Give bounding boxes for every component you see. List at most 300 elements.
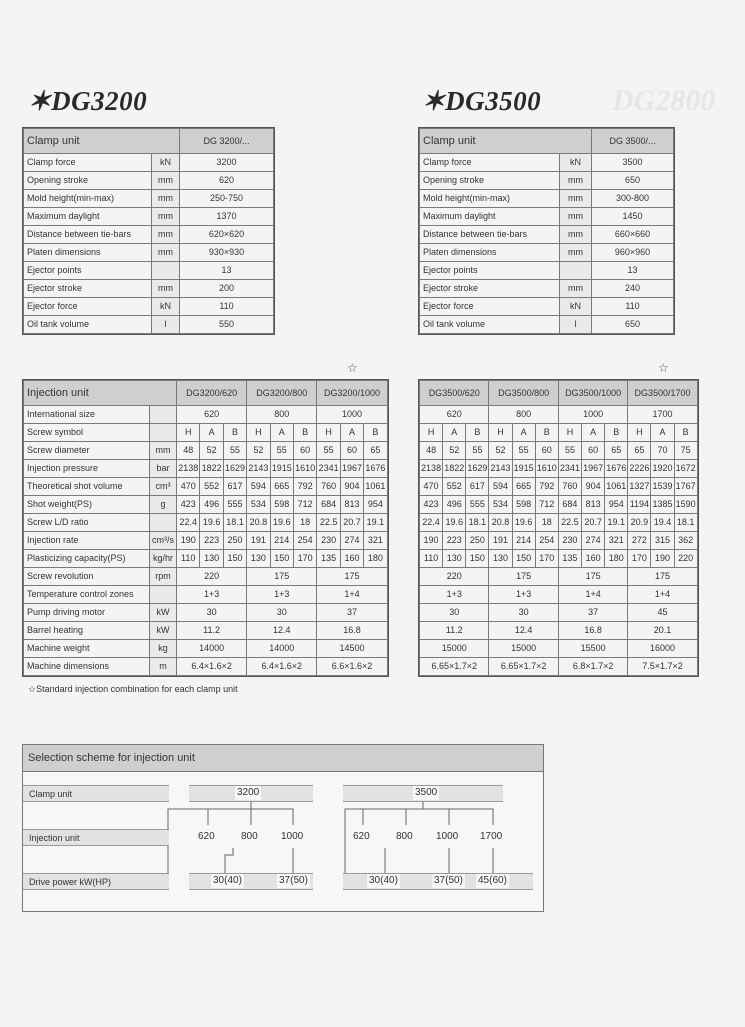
injection-row <box>420 424 698 442</box>
clamp-row-unit: mm <box>152 172 180 190</box>
injection-cell: 150 <box>512 550 535 568</box>
injection-cell: H <box>317 424 340 442</box>
clamp-row-unit: kN <box>560 154 592 172</box>
injection-cell: B <box>535 424 558 442</box>
scheme-label-drive-power: Drive power kW(HP) <box>23 873 169 890</box>
injection-cell: A <box>340 424 363 442</box>
clamp-row-label: Opening stroke <box>24 172 152 190</box>
injection-cell: 594 <box>247 478 270 496</box>
injection-cell: 19.6 <box>512 514 535 532</box>
injection-cell: 1610 <box>293 460 316 478</box>
injection-cell: 1539 <box>651 478 674 496</box>
injection-cell: 274 <box>340 532 363 550</box>
injection-row-label: Pump driving motor <box>24 604 150 622</box>
injection-cell: 11.2 <box>420 622 489 640</box>
injection-cell: 65 <box>605 442 628 460</box>
clamp-row-unit: mm <box>152 280 180 298</box>
injection-cell: 170 <box>535 550 558 568</box>
injection-cell: 2341 <box>317 460 340 478</box>
clamp-row-label: Oil tank volume <box>24 316 152 334</box>
clamp-unit-table-dg3500 <box>419 128 674 334</box>
clamp-row-label: Platen dimensions <box>24 244 152 262</box>
injection-row-label: Barrel heating <box>24 622 150 640</box>
injection-cell: 1967 <box>340 460 363 478</box>
injection-row <box>24 514 388 532</box>
injection-row <box>24 424 388 442</box>
clamp-row-label: Platen dimensions <box>420 244 560 262</box>
injection-row <box>420 586 698 604</box>
scheme-drive-3200-620-800: 30(40) <box>213 875 242 886</box>
injection-row <box>420 460 698 478</box>
injection-cell: 712 <box>293 496 316 514</box>
injection-cell: 175 <box>317 568 387 586</box>
injection-row <box>24 586 388 604</box>
clamp-row <box>24 262 274 280</box>
injection-model-header: DG3200/800 <box>247 381 317 406</box>
injection-cell: 230 <box>317 532 340 550</box>
injection-cell: 30 <box>177 604 247 622</box>
injection-row-label: Screw L/D ratio <box>24 514 150 532</box>
injection-cell: 617 <box>223 478 246 496</box>
injection-cell: 1676 <box>364 460 387 478</box>
injection-cell: 14000 <box>177 640 247 658</box>
clamp-row-label: Mold height(min-max) <box>420 190 560 208</box>
injection-row-label: Screw revolution <box>24 568 150 586</box>
injection-cell: 48 <box>420 442 443 460</box>
injection-cell: A <box>443 424 466 442</box>
scheme-clamp-3200: 3200 <box>237 787 260 798</box>
injection-cell: 18.1 <box>466 514 489 532</box>
clamp-row-unit: mm <box>560 172 592 190</box>
injection-cell: 665 <box>270 478 293 496</box>
scheme-injection-1700: 1700 <box>480 831 503 842</box>
injection-row-unit: rpm <box>150 568 177 586</box>
clamp-row-label: Distance between tie-bars <box>24 226 152 244</box>
clamp-row-unit <box>152 262 180 280</box>
injection-cell: 813 <box>582 496 605 514</box>
injection-model-header: DG3200/620 <box>177 381 247 406</box>
injection-cell: 813 <box>340 496 363 514</box>
injection-cell: 1700 <box>628 406 697 424</box>
injection-row-unit <box>150 406 177 424</box>
injection-cell: 7.5×1.7×2 <box>628 658 697 676</box>
injection-row-unit: g <box>150 496 177 514</box>
injection-cell: 2138 <box>420 460 443 478</box>
injection-model-header: DG3500/620 <box>420 381 489 406</box>
injection-cell: 6.65×1.7×2 <box>489 658 558 676</box>
scheme-label-clamp-unit: Clamp unit <box>23 785 169 802</box>
clamp-row <box>420 316 674 334</box>
injection-cell: 534 <box>247 496 270 514</box>
injection-cell: 135 <box>558 550 581 568</box>
clamp-row <box>420 190 674 208</box>
injection-cell: 760 <box>317 478 340 496</box>
injection-cell: 160 <box>582 550 605 568</box>
injection-cell: 321 <box>364 532 387 550</box>
injection-cell: H <box>247 424 270 442</box>
injection-unit-table-dg3200 <box>23 380 388 676</box>
clamp-unit-header: Clamp unit <box>24 129 180 154</box>
injection-cell: 19.1 <box>364 514 387 532</box>
standard-combination-note: ☆Standard injection combination for each clamp unit <box>28 684 238 694</box>
injection-cell: 135 <box>317 550 340 568</box>
injection-cell: 180 <box>605 550 628 568</box>
injection-cell: 254 <box>293 532 316 550</box>
clamp-row <box>420 244 674 262</box>
injection-cell: 160 <box>340 550 363 568</box>
clamp-row-value: 110 <box>592 298 674 316</box>
injection-cell: 1+3 <box>177 586 247 604</box>
injection-cell: 423 <box>177 496 200 514</box>
clamp-row-label: Ejector points <box>24 262 152 280</box>
injection-unit-header: Injection unit <box>24 381 177 406</box>
clamp-row-label: Opening stroke <box>420 172 560 190</box>
injection-cell: 594 <box>489 478 512 496</box>
injection-row <box>420 640 698 658</box>
injection-cell: 55 <box>512 442 535 460</box>
injection-cell: 904 <box>340 478 363 496</box>
clamp-row-unit <box>560 262 592 280</box>
injection-cell: 620 <box>420 406 489 424</box>
injection-row <box>24 478 388 496</box>
injection-cell: 1194 <box>628 496 651 514</box>
clamp-row <box>420 262 674 280</box>
injection-row-unit: m <box>150 658 177 676</box>
clamp-row-value: 650 <box>592 316 674 334</box>
injection-cell: 800 <box>247 406 317 424</box>
injection-row-label: Injection pressure <box>24 460 150 478</box>
injection-row-label: Machine dimensions <box>24 658 150 676</box>
injection-cell: 214 <box>270 532 293 550</box>
injection-cell: 60 <box>582 442 605 460</box>
injection-cell: 1915 <box>512 460 535 478</box>
injection-cell: 14500 <box>317 640 387 658</box>
injection-cell: 1+3 <box>247 586 317 604</box>
injection-cell: 130 <box>489 550 512 568</box>
injection-cell: 18 <box>535 514 558 532</box>
injection-cell: 150 <box>270 550 293 568</box>
clamp-row-unit: kN <box>560 298 592 316</box>
injection-cell: 552 <box>443 478 466 496</box>
clamp-row-value: 620 <box>180 172 274 190</box>
injection-cell: 175 <box>628 568 697 586</box>
injection-cell: 175 <box>558 568 627 586</box>
injection-cell: 48 <box>177 442 200 460</box>
watermark: DG2800 <box>612 84 716 117</box>
injection-cell: A <box>200 424 223 442</box>
clamp-row-value: 1370 <box>180 208 274 226</box>
injection-cell: 1327 <box>628 478 651 496</box>
injection-row <box>420 622 698 640</box>
injection-row <box>24 568 388 586</box>
injection-cell: 954 <box>364 496 387 514</box>
clamp-row-label: Maximum daylight <box>24 208 152 226</box>
injection-cell: 423 <box>420 496 443 514</box>
injection-cell: 1000 <box>317 406 387 424</box>
injection-row <box>420 658 698 676</box>
clamp-row-unit: mm <box>152 190 180 208</box>
injection-cell: A <box>651 424 674 442</box>
injection-cell: B <box>293 424 316 442</box>
injection-model-header: DG3500/1000 <box>558 381 627 406</box>
clamp-row-unit: mm <box>152 208 180 226</box>
injection-cell: B <box>466 424 489 442</box>
injection-model-header: DG3500/800 <box>489 381 558 406</box>
clamp-row-label: Ejector force <box>420 298 560 316</box>
injection-row-unit <box>150 424 177 442</box>
clamp-row-value: 550 <box>180 316 274 334</box>
injection-cell: 230 <box>558 532 581 550</box>
injection-row-unit: kW <box>150 622 177 640</box>
injection-cell: 1+3 <box>489 586 558 604</box>
clamp-unit-header: Clamp unit <box>420 129 592 154</box>
injection-cell: 65 <box>628 442 651 460</box>
injection-row-unit: bar <box>150 460 177 478</box>
scheme-injection-1000: 1000 <box>436 831 459 842</box>
injection-cell: 1629 <box>223 460 246 478</box>
injection-cell: 130 <box>247 550 270 568</box>
injection-cell: 552 <box>200 478 223 496</box>
injection-cell: 250 <box>223 532 246 550</box>
clamp-row-value: 1450 <box>592 208 674 226</box>
injection-cell: 1+4 <box>628 586 697 604</box>
injection-cell: 18 <box>293 514 316 532</box>
injection-cell: 220 <box>420 568 489 586</box>
clamp-model-header: DG 3500/... <box>592 129 674 154</box>
injection-cell: 45 <box>628 604 697 622</box>
clamp-row-value: 620×620 <box>180 226 274 244</box>
injection-cell: 175 <box>489 568 558 586</box>
injection-cell: 52 <box>489 442 512 460</box>
injection-cell: 1822 <box>443 460 466 478</box>
injection-cell: B <box>605 424 628 442</box>
injection-row-unit: kW <box>150 604 177 622</box>
clamp-row-unit: mm <box>560 226 592 244</box>
injection-row <box>24 658 388 676</box>
injection-unit-table-dg3500 <box>419 380 698 676</box>
injection-cell: 1385 <box>651 496 674 514</box>
injection-cell: 1967 <box>582 460 605 478</box>
injection-cell: 274 <box>582 532 605 550</box>
injection-cell: 617 <box>466 478 489 496</box>
injection-row-label: Screw diameter <box>24 442 150 460</box>
scheme-label-injection-unit: Injection unit <box>23 829 169 846</box>
injection-cell: 22.4 <box>420 514 443 532</box>
injection-cell: 223 <box>200 532 223 550</box>
scheme-injection-1000: 1000 <box>281 831 304 842</box>
injection-cell: 130 <box>443 550 466 568</box>
injection-cell: B <box>223 424 246 442</box>
injection-cell: 52 <box>443 442 466 460</box>
injection-cell: 555 <box>466 496 489 514</box>
clamp-row <box>24 208 274 226</box>
model-title-dg3500: ✶DG3500 <box>422 86 542 116</box>
injection-cell: 60 <box>535 442 558 460</box>
injection-cell: 254 <box>535 532 558 550</box>
clamp-row <box>420 226 674 244</box>
injection-cell: 1+4 <box>558 586 627 604</box>
injection-cell: 1629 <box>466 460 489 478</box>
model-title-dg3200: ✶DG3200 <box>28 86 148 116</box>
injection-row <box>420 514 698 532</box>
injection-cell: 15500 <box>558 640 627 658</box>
injection-cell: 954 <box>605 496 628 514</box>
clamp-row-label: Ejector stroke <box>24 280 152 298</box>
injection-cell: 60 <box>293 442 316 460</box>
clamp-row-value: 300-800 <box>592 190 674 208</box>
injection-row-unit: kg/hr <box>150 550 177 568</box>
clamp-row-unit: l <box>152 316 180 334</box>
injection-row <box>24 532 388 550</box>
injection-cell: 30 <box>247 604 317 622</box>
injection-cell: A <box>582 424 605 442</box>
clamp-row-label: Ejector stroke <box>420 280 560 298</box>
injection-row <box>24 460 388 478</box>
injection-cell: 555 <box>223 496 246 514</box>
injection-row <box>24 496 388 514</box>
injection-cell: 19.4 <box>651 514 674 532</box>
injection-cell: 12.4 <box>247 622 317 640</box>
clamp-row-unit: mm <box>560 190 592 208</box>
injection-cell: 1676 <box>605 460 628 478</box>
injection-cell: 191 <box>247 532 270 550</box>
injection-cell: 1920 <box>651 460 674 478</box>
injection-row <box>24 604 388 622</box>
injection-row-label: Machine weight <box>24 640 150 658</box>
injection-row <box>24 442 388 460</box>
injection-cell: 55 <box>270 442 293 460</box>
clamp-row <box>420 154 674 172</box>
injection-row-unit: cm³ <box>150 478 177 496</box>
clamp-row-label: Ejector points <box>420 262 560 280</box>
clamp-row-value: 930×930 <box>180 244 274 262</box>
injection-cell: 15000 <box>489 640 558 658</box>
injection-row-label: Screw symbol <box>24 424 150 442</box>
standard-star-dg3500: ☆ <box>658 361 669 375</box>
injection-cell: H <box>420 424 443 442</box>
injection-row <box>420 496 698 514</box>
injection-row <box>420 568 698 586</box>
injection-cell: 1822 <box>200 460 223 478</box>
injection-cell: 1672 <box>674 460 697 478</box>
injection-cell: 1767 <box>674 478 697 496</box>
injection-cell: 55 <box>317 442 340 460</box>
injection-cell: 220 <box>177 568 247 586</box>
injection-cell: 1610 <box>535 460 558 478</box>
injection-cell: 6.8×1.7×2 <box>558 658 627 676</box>
injection-cell: 598 <box>270 496 293 514</box>
injection-row-label: Injection rate <box>24 532 150 550</box>
injection-cell: 55 <box>558 442 581 460</box>
clamp-row-value: 200 <box>180 280 274 298</box>
injection-cell: 20.7 <box>340 514 363 532</box>
injection-cell: 18.1 <box>223 514 246 532</box>
injection-cell: 684 <box>317 496 340 514</box>
injection-model-header: DG3200/1000 <box>317 381 387 406</box>
injection-row <box>420 478 698 496</box>
injection-cell: 18.1 <box>674 514 697 532</box>
scheme-clamp-3500: 3500 <box>415 787 438 798</box>
injection-cell: 272 <box>628 532 651 550</box>
injection-cell: 315 <box>651 532 674 550</box>
injection-cell: 1+3 <box>420 586 489 604</box>
injection-cell: 2226 <box>628 460 651 478</box>
clamp-row-value: 250-750 <box>180 190 274 208</box>
injection-cell: 14000 <box>247 640 317 658</box>
injection-cell: 22.4 <box>177 514 200 532</box>
injection-cell: 52 <box>247 442 270 460</box>
injection-cell: 55 <box>466 442 489 460</box>
injection-cell: 16000 <box>628 640 697 658</box>
injection-row-unit <box>150 514 177 532</box>
injection-row-unit: cm³/s <box>150 532 177 550</box>
injection-cell: 904 <box>582 478 605 496</box>
clamp-row-label: Mold height(min-max) <box>24 190 152 208</box>
injection-cell: 800 <box>489 406 558 424</box>
injection-cell: 6.65×1.7×2 <box>420 658 489 676</box>
injection-cell: A <box>512 424 535 442</box>
scheme-injection-800: 800 <box>396 831 413 842</box>
clamp-row-value: 3200 <box>180 154 274 172</box>
selection-scheme-panel <box>22 744 544 912</box>
clamp-row-value: 13 <box>180 262 274 280</box>
injection-cell: B <box>364 424 387 442</box>
clamp-row-unit: mm <box>152 244 180 262</box>
injection-cell: 598 <box>512 496 535 514</box>
injection-cell: 712 <box>535 496 558 514</box>
injection-row-label: Theoretical shot volume <box>24 478 150 496</box>
injection-cell: 75 <box>674 442 697 460</box>
clamp-row-value: 240 <box>592 280 674 298</box>
injection-cell: 170 <box>293 550 316 568</box>
selection-scheme-title: Selection scheme for injection unit <box>23 745 543 772</box>
injection-cell: 19.1 <box>605 514 628 532</box>
standard-star-dg3200: ☆ <box>347 361 358 375</box>
injection-row <box>420 406 698 424</box>
clamp-row-label: Distance between tie-bars <box>420 226 560 244</box>
injection-model-header: DG3500/1700 <box>628 381 697 406</box>
injection-cell: 20.7 <box>582 514 605 532</box>
injection-cell: 20.8 <box>247 514 270 532</box>
injection-cell: 37 <box>317 604 387 622</box>
injection-cell: H <box>177 424 200 442</box>
clamp-row <box>24 190 274 208</box>
clamp-row-label: Oil tank volume <box>420 316 560 334</box>
injection-row <box>24 406 388 424</box>
clamp-model-header: DG 3200/... <box>180 129 274 154</box>
injection-cell: 792 <box>293 478 316 496</box>
clamp-row <box>24 154 274 172</box>
injection-cell: H <box>628 424 651 442</box>
injection-cell: 362 <box>674 532 697 550</box>
injection-cell: A <box>270 424 293 442</box>
injection-cell: 223 <box>443 532 466 550</box>
clamp-row-unit: l <box>560 316 592 334</box>
injection-cell: 22.5 <box>558 514 581 532</box>
injection-cell: 52 <box>200 442 223 460</box>
clamp-row <box>24 316 274 334</box>
clamp-row <box>24 172 274 190</box>
injection-cell: 1061 <box>364 478 387 496</box>
injection-cell: 1000 <box>558 406 627 424</box>
injection-cell: 170 <box>628 550 651 568</box>
clamp-row-value: 3500 <box>592 154 674 172</box>
injection-cell: 20.1 <box>628 622 697 640</box>
clamp-row <box>24 244 274 262</box>
injection-cell: 11.2 <box>177 622 247 640</box>
injection-cell: 15000 <box>420 640 489 658</box>
clamp-row <box>24 280 274 298</box>
